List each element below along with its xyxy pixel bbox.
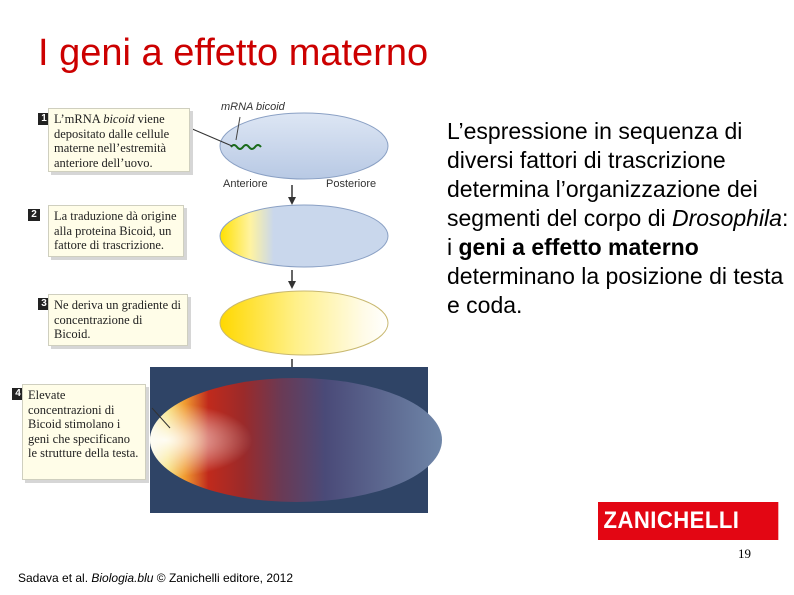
body-bold-term: geni a effetto materno: [458, 234, 699, 260]
step-number-4: 4: [12, 388, 24, 400]
credit-book: Biologia.blu: [91, 571, 154, 585]
step-number-2: 2: [28, 209, 40, 221]
step-1-text-b: viene depositato dalle cellule materne nell’estremità anteriore dell’uovo.: [54, 112, 170, 170]
page-number: 19: [738, 546, 751, 561]
step-1-text-a: L’mRNA: [54, 112, 104, 126]
body-species: Drosophila: [672, 205, 782, 231]
arrow-head-1: [288, 197, 296, 205]
step-caption-3: [48, 294, 188, 346]
credit-authors: Sadava et al.: [18, 571, 92, 585]
credit-publisher: © Zanichelli editore, 2012: [153, 571, 294, 585]
embryo-step-2: [220, 205, 388, 267]
slide-title: I geni a effetto materno: [38, 32, 429, 74]
source-credit: [18, 571, 293, 585]
step-1-text-em: bicoid: [103, 112, 135, 126]
micrograph-glow: [150, 378, 442, 502]
step-3-text: Ne deriva un gradiente di concentrazione di Bicoid.: [54, 298, 182, 341]
step-number-1: 1: [38, 113, 50, 125]
body-part-1: L’espressione in sequenza di diversi fattori di trascrizione determina l’organizzazione dei segmenti del corpo di: [447, 118, 758, 231]
zanichelli-logo: ZANICHELLI: [598, 502, 778, 540]
body-part-2: : i: [447, 205, 789, 260]
mrna-bicoid-label: mRNA bicoid: [221, 101, 285, 113]
step-caption-1: [48, 108, 190, 172]
posterior-label: Posteriore: [326, 178, 377, 190]
embryo-step-3: [220, 291, 388, 355]
arrow-head-2: [288, 281, 296, 289]
body-part-3: determinano la posizione di testa e coda.: [447, 263, 784, 318]
step-2-text: La traduzione dà origine alla proteina Bicoid, un fattore di trascrizione.: [54, 209, 177, 252]
step-caption-4: [22, 384, 146, 480]
step-4-text: Elevate concentrazioni di Bicoid stimolano i geni che specificano le strutture della testa.: [28, 388, 139, 460]
step-caption-2: [48, 205, 184, 257]
anterior-label: Anteriore: [223, 178, 268, 190]
step-number-3: 3: [38, 298, 50, 310]
